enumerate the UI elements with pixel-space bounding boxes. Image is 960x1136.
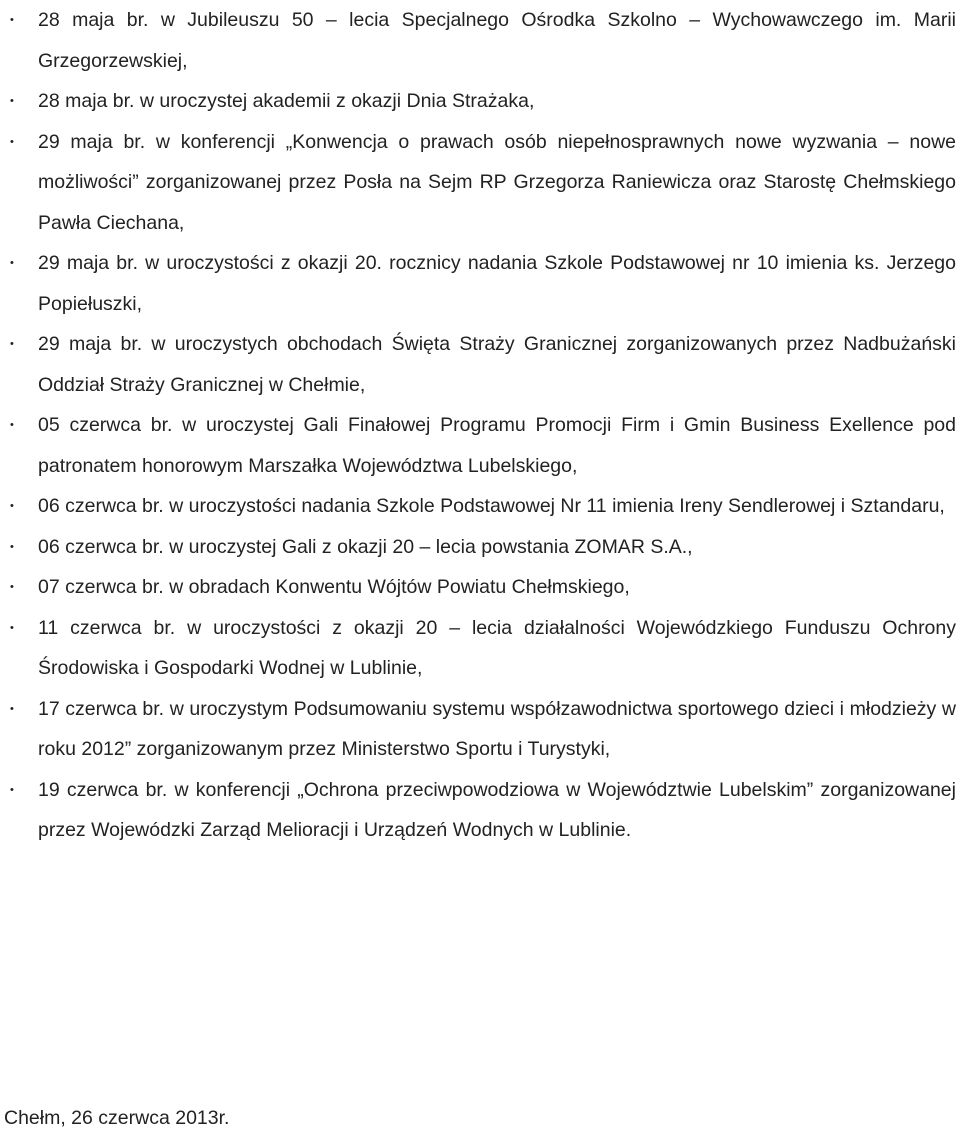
event-text: 07 czerwca br. w obradach Konwentu Wójtów Powiatu Chełmskiego,: [38, 576, 630, 598]
bullet-icon: •: [10, 419, 14, 431]
bullet-icon: •: [10, 338, 14, 350]
list-item: [0, 405, 960, 486]
event-text: 28 maja br. w uroczystej akademii z okazji Dnia Strażaka,: [38, 90, 535, 112]
bullet-icon: •: [10, 621, 14, 634]
bullet-icon: •: [10, 500, 14, 512]
event-text: 17 czerwca br. w uroczystym Podsumowaniu systemu współzawodnictwa sportowego dzieci i młodzieży w roku 2012” zorganizowanym przez Ministerstwo Sportu i Turystyki,: [38, 697, 956, 760]
bullet-icon: •: [10, 95, 14, 107]
event-text: 11 czerwca br. w uroczystości z okazji 20 – lecia działalności Wojewódzkiego Funduszu Ochrony Środowiska i Gospodarki Wodnej w Lublinie,: [38, 616, 956, 679]
list-item: [0, 689, 960, 770]
event-text: 19 czerwca br. w konferencji „Ochrona przeciwpowodziowa w Województwie Lubelskim” zorganizowanej przez Wojewódzki Zarząd Melioracji i Urządzeń Wodnych w Lublinie.: [38, 778, 956, 841]
list-item: [0, 81, 960, 122]
list-item: [0, 770, 960, 851]
list-item: [0, 122, 960, 244]
event-text: 29 maja br. w konferencji „Konwencja o prawach osób niepełnosprawnych nowe wyzwania – nowe możliwości” zorganizowanej przez Posła na Sejm RP Grzegorza Raniewicza oraz Starostę Chełmskiego Pawła Ciechana,: [38, 130, 956, 234]
list-item: [0, 324, 960, 405]
bullet-icon: •: [10, 135, 14, 148]
bullet-icon: •: [10, 14, 14, 26]
list-item: [0, 486, 960, 527]
place-date-footer: Chełm, 26 czerwca 2013r.: [4, 1107, 230, 1129]
event-text: 06 czerwca br. w uroczystości nadania Szkole Podstawowej Nr 11 imienia Ireny Sendlerowej i Sztandaru,: [38, 495, 945, 517]
list-item: [0, 608, 960, 689]
event-text: 06 czerwca br. w uroczystej Gali z okazji 20 – lecia powstania ZOMAR S.A.,: [38, 535, 693, 558]
event-text: 05 czerwca br. w uroczystej Gali Finałowej Programu Promocji Firm i Gmin Business Exellence pod patronatem honorowym Marszałka Województwa Lubelskiego,: [38, 414, 956, 477]
bullet-icon: •: [10, 540, 14, 553]
bullet-icon: •: [10, 702, 14, 715]
list-item: [0, 567, 960, 608]
event-text: 29 maja br. w uroczystości z okazji 20. rocznicy nadania Szkole Podstawowej nr 10 imienia ks. Jerzego Popiełuszki,: [38, 252, 956, 315]
list-item: [0, 243, 960, 324]
bullet-icon: •: [10, 783, 14, 796]
bullet-icon: •: [10, 581, 14, 593]
list-item: [0, 527, 960, 568]
list-item: [0, 0, 960, 81]
bullet-icon: •: [10, 257, 14, 269]
event-text: 28 maja br. w Jubileuszu 50 – lecia Specjalnego Ośrodka Szkolno – Wychowawczego im. Marii Grzegorzewskiej,: [38, 9, 956, 72]
event-text: 29 maja br. w uroczystych obchodach Święta Straży Granicznej zorganizowanych przez Nadbużański Oddział Straży Granicznej w Chełmie,: [38, 333, 956, 396]
